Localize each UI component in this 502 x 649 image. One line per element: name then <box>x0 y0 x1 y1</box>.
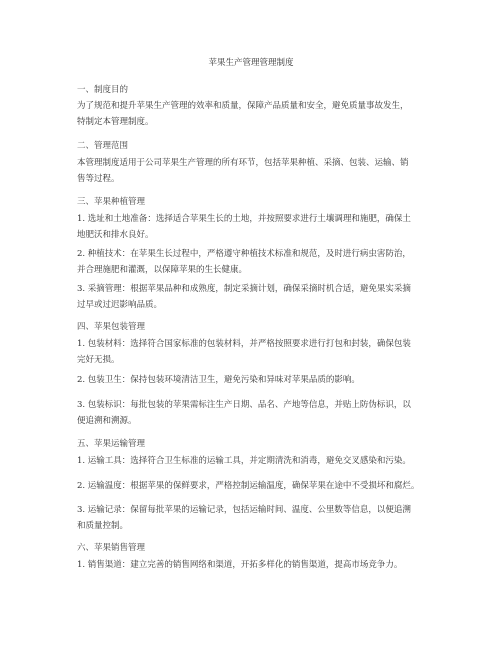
text-line: 1. 运输工具：选择符合卫生标准的运输工具，并定期清洗和消毒，避免交叉感染和污染。 <box>77 456 411 466</box>
paragraph-packaging-2 <box>77 372 429 388</box>
section-heading-transport: 五、苹果运输管理 <box>77 439 146 449</box>
paragraph-transport-2 <box>77 478 429 494</box>
text-line: 1. 包装材料：选择符合国家标准的包装材料，并严格按照要求进行打包和封装，确保包装 <box>77 339 411 349</box>
text-line: 完好无损。 <box>77 355 120 365</box>
paragraph-planting-2 <box>77 246 429 278</box>
text-line: 并合理施肥和灌溉，以保障苹果的生长健康。 <box>77 265 248 275</box>
text-line: 为了规范和提升苹果生产管理的效率和质量，保障产品质量和安全，避免质量事故发生， <box>77 101 409 111</box>
text-line: 和质量控制。 <box>77 521 129 531</box>
text-line: 1. 选址和土地准备：选择适合苹果生长的土地，并按照要求进行土壤调理和施肥，确保土 <box>77 214 411 224</box>
paragraph-transport-1 <box>77 453 429 469</box>
text-line: 2. 运输温度：根据苹果的保鲜要求，严格控制运输温度，确保苹果在途中不受损坏和腐烂。 <box>77 481 420 491</box>
text-line: 过早或过迟影响品质。 <box>77 300 163 310</box>
text-line: 3. 包装标识：每批包装的苹果需标注生产日期、品名、产地等信息，并贴上防伪标识，以 <box>77 400 411 410</box>
text-line: 2. 种植技术：在苹果生长过程中，严格遵守种植技术标准和规范，及时进行病虫害防治， <box>77 249 411 259</box>
section-heading-purpose: 一、制度目的 <box>77 85 129 95</box>
text-line: 特制定本管理制度。 <box>77 117 154 127</box>
paragraph-planting-3 <box>77 281 429 313</box>
text-line: 3. 采摘管理：根据苹果品种和成熟度，制定采摘计划，确保采摘时机合适，避免果实采摘 <box>77 284 411 294</box>
paragraph-planting-1 <box>77 211 429 243</box>
paragraph-transport-3 <box>77 502 429 534</box>
text-line: 3. 运输记录：保留每批苹果的运输记录，包括运输时间、温度、公里数等信息，以便追溯 <box>77 505 411 515</box>
text-line: 1. 销售渠道：建立完善的销售网络和渠道，开拓多样化的销售渠道，提高市场竞争力。 <box>77 560 403 570</box>
text-line: 便追溯和溯源。 <box>77 416 137 426</box>
document-title: 苹果生产管理管理制度 <box>208 58 294 68</box>
paragraph-scope <box>77 155 429 187</box>
text-line: 2. 包装卫生：保持包装环境清洁卫生，避免污染和异味对苹果品质的影响。 <box>77 375 360 385</box>
paragraph-packaging-1 <box>77 336 429 368</box>
paragraph-packaging-3 <box>77 397 429 429</box>
section-heading-planting: 三、苹果种植管理 <box>77 197 146 207</box>
section-heading-sales: 六、苹果销售管理 <box>77 543 146 553</box>
paragraph-sales-1 <box>77 557 429 573</box>
paragraph-purpose <box>77 98 429 130</box>
text-line: 本管理制度适用于公司苹果生产管理的所有环节，包括苹果种植、采摘、包装、运输、销 <box>77 158 409 168</box>
text-line: 地肥沃和排水良好。 <box>77 230 154 240</box>
section-heading-packaging: 四、苹果包装管理 <box>77 322 146 332</box>
text-line: 售等过程。 <box>77 174 120 184</box>
section-heading-scope: 二、管理范围 <box>77 141 129 151</box>
